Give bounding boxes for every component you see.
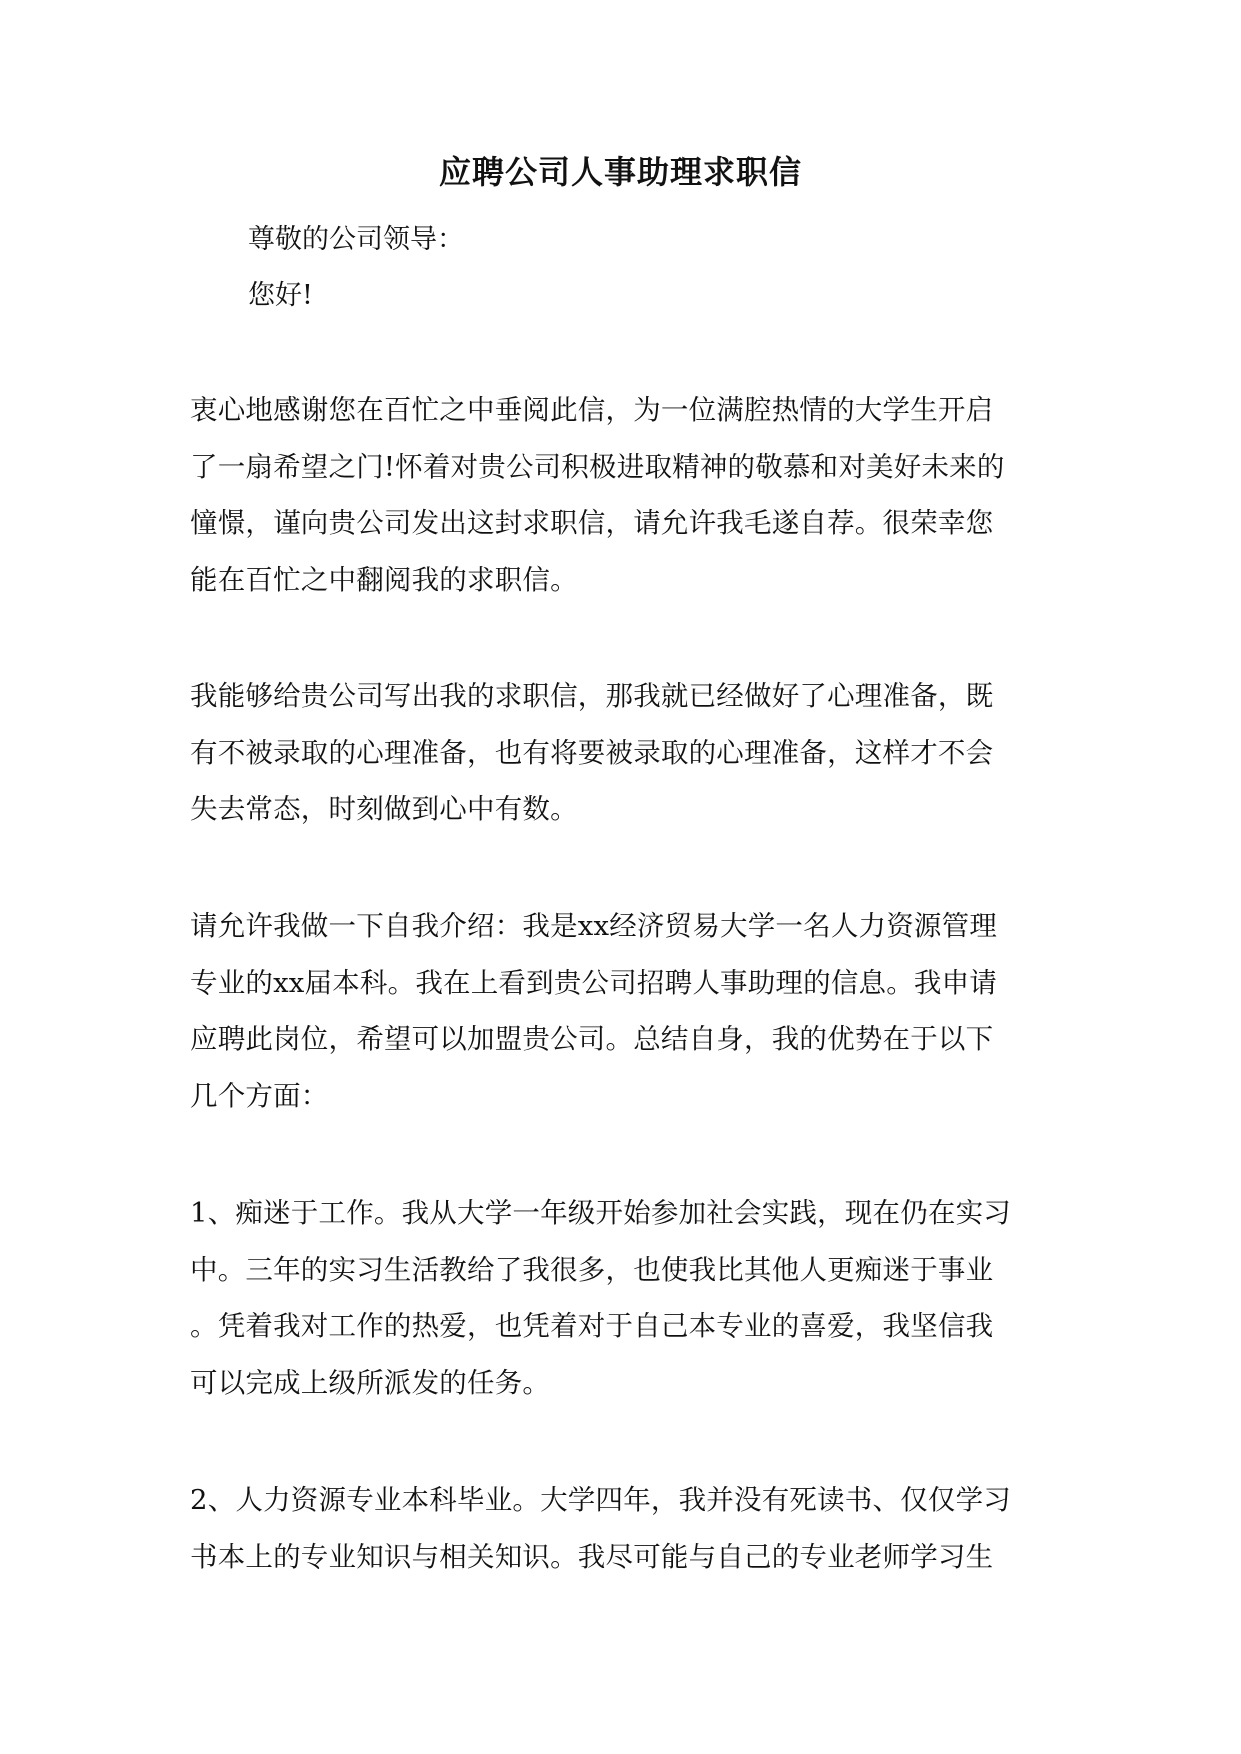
paragraph-strength-2 [190, 1472, 1060, 1585]
paragraph-line: 可以完成上级所派发的任务。 [190, 1366, 551, 1399]
paragraph-line: 请允许我做一下自我介绍：我是xx经济贸易大学一名人力资源管理 [190, 910, 998, 942]
greeting: 您好! [248, 280, 313, 311]
paragraph-line: 1、痴迷于工作。我从大学一年级开始参加社会实践，现在仍在实习 [190, 1197, 1011, 1229]
paragraph-line: 书本上的专业知识与相关知识。我尽可能与自己的专业老师学习生 [190, 1540, 994, 1573]
paragraph-line: 失去常态，时刻做到心中有数。 [190, 793, 578, 825]
paragraph-line: 憧憬，谨向贵公司发出这封求职信，请允许我毛遂自荐。很荣幸您 [190, 507, 994, 539]
paragraph-line: 了一扇希望之门!怀着对贵公司积极进取精神的敬慕和对美好未来的 [190, 450, 1005, 483]
paragraph-line: 。凭着我对工作的热爱，也凭着对于自己本专业的喜爱，我坚信我 [190, 1310, 994, 1342]
paragraph-line: 几个方面： [190, 1079, 329, 1112]
paragraph-line: 2、人力资源专业本科毕业。大学四年，我并没有死读书、仅仅学习 [190, 1484, 1011, 1516]
paragraph-line: 应聘此岗位，希望可以加盟贵公司。总结自身，我的优势在于以下 [190, 1023, 994, 1055]
paragraph-line: 中。三年的实习生活教给了我很多，也使我比其他人更痴迷于事业 [190, 1253, 994, 1286]
paragraph-gratitude [190, 382, 1060, 608]
paragraph-line: 专业的xx届本科。我在上看到贵公司招聘人事助理的信息。我申请 [190, 966, 998, 999]
paragraph-preparation [190, 668, 1060, 838]
paragraph-introduction [190, 898, 1060, 1124]
paragraph-line: 有不被录取的心理准备，也有将要被录取的心理准备，这样才不会 [190, 736, 994, 769]
document-title: 应聘公司人事助理求职信 [438, 153, 802, 191]
paragraph-line: 我能够给贵公司写出我的求职信，那我就已经做好了心理准备，既 [190, 680, 994, 712]
paragraph-strength-1 [190, 1185, 1060, 1411]
paragraph-line: 能在百忙之中翻阅我的求职信。 [190, 563, 578, 596]
salutation: 尊敬的公司领导： [248, 224, 464, 255]
paragraph-line: 衷心地感谢您在百忙之中垂阅此信，为一位满腔热情的大学生开启 [190, 394, 994, 426]
